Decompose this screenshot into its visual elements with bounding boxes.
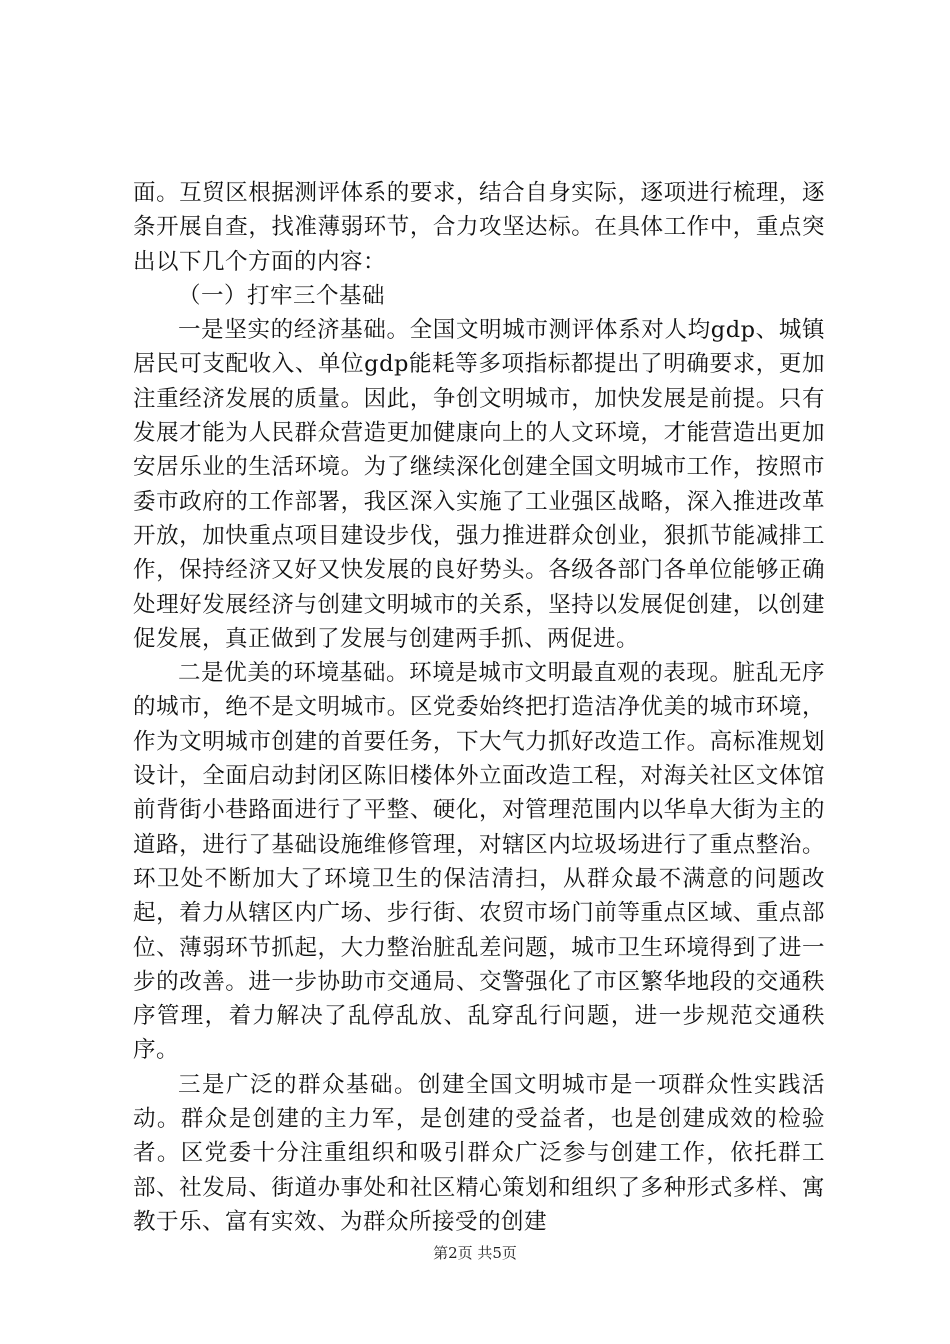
- paragraph-environment-foundation: 二是优美的环境基础。环境是城市文明最直观的表现。脏乱无序的城市，绝不是文明城市。区党委始终把打造洁净优美的城市环境，作为文明城市创建的首要任务，下大气力抓好改造工作。高标准规划设计，全面启动封闭区陈旧楼体外立面改造工程，对海关社区文体馆前背街小巷路面进行了平整、硬化，对管理范围内以华阜大街为主的道路，进行了基础设施维修管理，对辖区内垃圾场进行了重点整治。环卫处不断加大了环境卫生的保洁清扫，从群众最不满意的问题改起，着力从辖区内广场、步行街、农贸市场门前等重点区域、重点部位、薄弱环节抓起，大力整治脏乱差问题，城市卫生环境得到了进一步的改善。进一步协助市交通局、交警强化了市区繁华地段的交通秩序管理，着力解决了乱停乱放、乱穿乱行问题，进一步规范交通秩序。: [133, 660, 825, 1064]
- paragraph-economic-foundation: 一是坚实的经济基础。全国文明城市测评体系对人均gdp、城镇居民可支配收入、单位gdp能耗等多项指标都提出了明确要求，更加注重经济发展的质量。因此，争创文明城市，加快发展是前提。只有发展才能为人民群众营造更加健康向上的人文环境，才能营造出更加安居乐业的生活环境。为了继续深化创建全国文明城市工作，按照市委市政府的工作部署，我区深入实施了工业强区战略，深入推进改革开放，加快重点项目建设步伐，强力推进群众创业，狠抓节能减排工作，保持经济又好又快发展的良好势头。各级各部门各单位能够正确处理好发展经济与创建文明城市的关系，坚持以发展促创建，以创建促发展，真正做到了发展与创建两手抓、两促进。: [133, 317, 825, 652]
- paragraph-continuation: 面。互贸区根据测评体系的要求，结合自身实际，逐项进行梳理，逐条开展自查，找准薄弱环节，合力攻坚达标。在具体工作中，重点突出以下几个方面的内容：: [133, 180, 825, 275]
- page-footer: 第2页 共5页: [433, 1244, 517, 1262]
- section-heading: （一）打牢三个基础: [178, 282, 386, 309]
- body-text: [133, 176, 825, 1239]
- paragraph-public-foundation: 三是广泛的群众基础。创建全国文明城市是一项群众性实践活动。群众是创建的主力军，是创建的受益者，也是创建成效的检验者。区党委十分注重组织和吸引群众广泛参与创建工作，依托群工部、社发局、街道办事处和社区精心策划和组织了多种形式多样、寓教于乐、富有实效、为群众所接受的创建: [133, 1071, 825, 1235]
